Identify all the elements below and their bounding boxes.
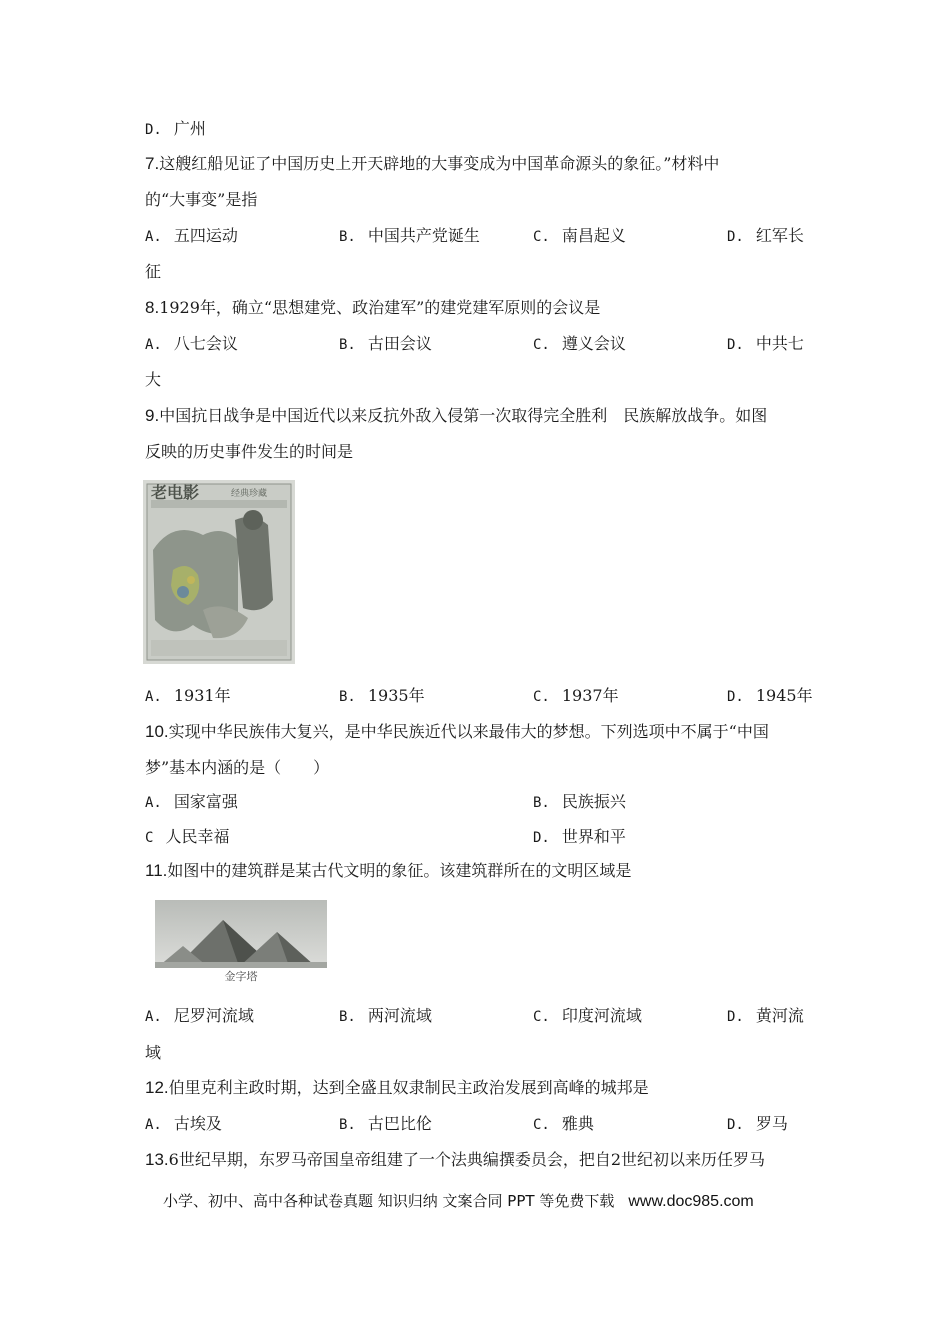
q8-option-wrap: 大	[145, 370, 162, 389]
q7-option-b: B. 中国共产党诞生	[339, 226, 480, 245]
q7-stem-line2: 的“大事变”是指	[145, 190, 258, 209]
q8-stem-line1: 8.1929年，确立“思想建党、政治建军”的建党建军原则的会议是	[145, 298, 601, 317]
q10-option-c: C 人民幸福	[145, 827, 230, 846]
question-number: 8.	[145, 298, 160, 317]
q11-option-d: D. 黄河流	[727, 1006, 804, 1025]
q8-option-a: A. 八七会议	[145, 334, 238, 353]
q11-option-wrap: 域	[145, 1043, 162, 1062]
q8-option-d: D. 中共七	[727, 334, 804, 353]
q7-option-d: D. 红军长	[727, 226, 804, 245]
movie-poster-illustration	[143, 480, 295, 664]
q9-stem-line2: 反映的历史事件发生的时间是	[145, 442, 354, 461]
q12-stem-line1: 12.伯里克利主政时期，达到全盛且奴隶制民主政治发展到高峰的城邦是	[145, 1078, 649, 1097]
q9-option-a: A. 1931年	[145, 686, 231, 705]
q9-option-b: B. 1935年	[339, 686, 425, 705]
poster-subtitle: 经典珍藏	[231, 489, 268, 499]
question-number: 9.	[145, 406, 160, 425]
question-number: 7.	[145, 154, 160, 173]
pyramid-illustration	[155, 900, 327, 984]
q11-stem-line1: 11.如图中的建筑群是某古代文明的象征。该建筑群所在的文明区域是	[145, 861, 632, 880]
option-label: D.	[145, 122, 162, 138]
q7-option-wrap: 征	[145, 262, 162, 281]
poster-title: 老电影	[151, 483, 200, 502]
q11-option-a: A. 尼罗河流域	[145, 1006, 254, 1025]
q13-stem-line1: 13.6世纪早期，东罗马帝国皇帝组建了一个法典编撰委员会，把自2世纪初以来历任罗马	[145, 1150, 766, 1169]
q12-option-c: C. 雅典	[533, 1114, 594, 1133]
q9-option-d: D. 1945年	[727, 686, 813, 705]
q8-option-c: C. 遵义会议	[533, 334, 626, 353]
question-number: 13.	[145, 1150, 169, 1169]
pyramid-caption: 金字塔	[224, 970, 258, 983]
q12-option-d: D. 罗马	[727, 1114, 788, 1133]
q12-option-a: A. 古埃及	[145, 1114, 222, 1133]
page-footer	[163, 1191, 754, 1212]
q10-stem-line1: 10.实现中华民族伟大复兴，是中华民族近代以来最伟大的梦想。下列选项中不属于“中国	[145, 722, 769, 741]
footer-site-link[interactable]: www.doc985.com	[628, 1193, 754, 1210]
q7-stem-line1: 7.这艘红船见证了中国历史上开天辟地的大事变成为中国革命源头的象征。”材料中	[145, 154, 720, 173]
q7-option-c: C. 南昌起义	[533, 226, 626, 245]
footer-text: 小学、初中、高中各种试卷真题 知识归纳 文案合同 PPT 等免费下载	[163, 1192, 615, 1210]
option-text: 广州	[173, 119, 206, 138]
q10-stem-line2: 梦”基本内涵的是（ ）	[145, 758, 330, 777]
q9-stem-line1: 9.中国抗日战争是中国近代以来反抗外敌入侵第一次取得完全胜利 民族解放战争。如图	[145, 406, 768, 425]
q10-option-d: D. 世界和平	[533, 827, 626, 846]
question-number: 10.	[145, 722, 169, 741]
q12-option-b: B. 古巴比伦	[339, 1114, 432, 1133]
q8-option-b: B. 古田会议	[339, 334, 432, 353]
question-number: 12.	[145, 1078, 169, 1097]
q7-option-a: A. 五四运动	[145, 226, 238, 245]
pyramid-image	[155, 900, 327, 984]
q11-option-b: B. 两河流域	[339, 1006, 432, 1025]
question-number: 11.	[145, 861, 168, 880]
q10-option-a: A. 国家富强	[145, 792, 238, 811]
movie-poster-image	[143, 480, 295, 664]
q6-option-d	[145, 119, 206, 140]
q9-option-c: C. 1937年	[533, 686, 619, 705]
q11-option-c: C. 印度河流域	[533, 1006, 642, 1025]
q10-option-b: B. 民族振兴	[533, 792, 626, 811]
